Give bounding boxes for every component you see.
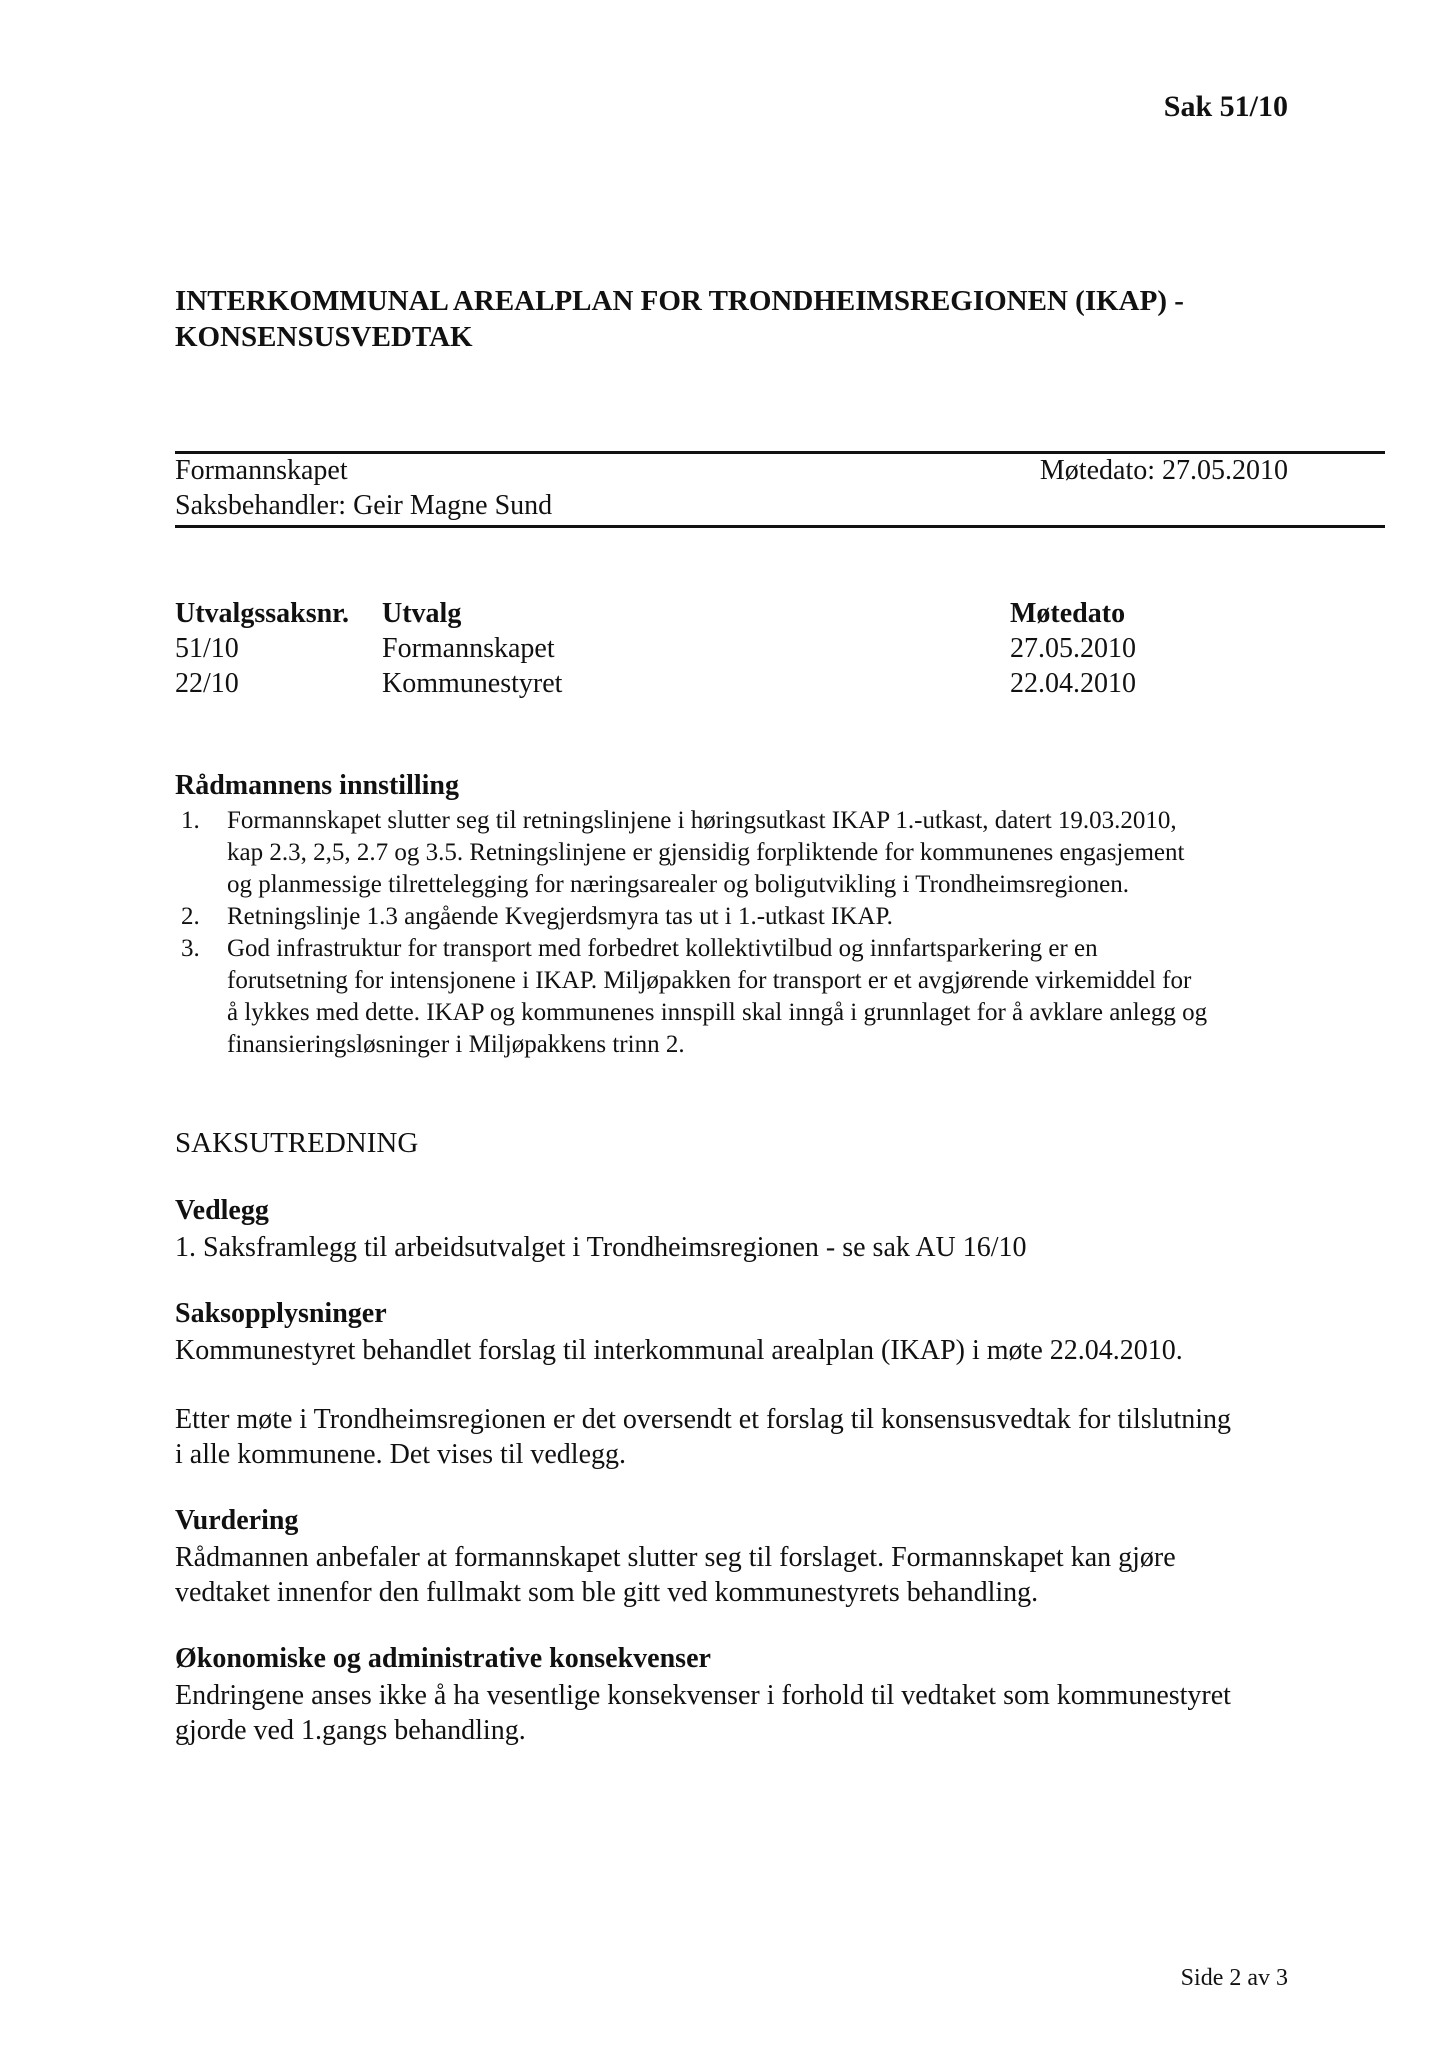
paragraph-line: Rådmannen anbefaler at formannskapet slutter seg til forslaget. Formannskapet kan gjøre (175, 1542, 1176, 1573)
paragraph-line: Etter møte i Trondheimsregionen er det oversendt et forslag til konsensusvedtak for tilslutning (175, 1404, 1232, 1435)
list-item (175, 901, 1295, 933)
divider-top (175, 451, 1385, 454)
section-heading-saksutredning: SAKSUTREDNING (175, 1127, 419, 1159)
list-line: og planmessige tilrettelegging for næringsarealer og boligutvikling i Trondheimsregionen. (227, 871, 1129, 898)
table-cell: 22/10 (175, 668, 239, 699)
section-heading-recommendation: Rådmannens innstilling (175, 770, 459, 801)
document-title (175, 283, 1295, 355)
table-header-row (175, 598, 1275, 633)
section-heading-saksopplysninger: Saksopplysninger (175, 1298, 387, 1329)
list-line: God infrastruktur for transport med forbedret kollektivtilbud og innfartsparkering er en (227, 935, 1098, 962)
paragraph-line: vedtaket innenfor den fullmakt som ble gitt ved kommunestyrets behandling. (175, 1577, 1039, 1608)
table-cell: Formannskapet (382, 633, 555, 664)
title-line: KONSENSUSVEDTAK (175, 321, 473, 353)
paragraph-line: Endringene anses ikke å ha vesentlige konsekvenser i forhold til vedtaket som kommunestyret (175, 1680, 1231, 1711)
section-heading-konsekvenser: Økonomiske og administrative konsekvenser (175, 1643, 711, 1674)
table-header-cell: Utvalgssaksnr. (175, 598, 350, 629)
table-cell: 51/10 (175, 633, 239, 664)
saksopplysninger-paragraph: Kommunestyret behandlet forslag til interkommunal arealplan (IKAP) i møte 22.04.2010. (175, 1335, 1183, 1366)
list-line: å lykkes med dette. IKAP og kommunenes innspill skal inngå i grunnlaget for å avklare anlegg og (227, 999, 1208, 1026)
list-number: 3. (181, 935, 200, 962)
list-line: Retningslinje 1.3 angående Kvegjerdsmyra tas ut i 1.-utkast IKAP. (227, 903, 893, 930)
paragraph-line: gjorde ved 1.gangs behandling. (175, 1715, 526, 1746)
paragraph-line: i alle kommunene. Det vises til vedlegg. (175, 1439, 627, 1470)
table-cell: 27.05.2010 (1010, 633, 1136, 664)
list-number: 2. (181, 903, 200, 930)
saksopplysninger-paragraph-2 (175, 1402, 1305, 1472)
table-header-cell: Møtedato (1010, 598, 1126, 629)
meta-body: Formannskapet (175, 455, 348, 486)
list-line: finansieringsløsninger i Miljøpakkens trinn 2. (227, 1031, 685, 1058)
case-reference: Sak 51/10 (1163, 90, 1288, 123)
vedlegg-item: 1. Saksframlegg til arbeidsutvalget i Trondheimsregionen - se sak AU 16/10 (175, 1232, 1027, 1263)
vurdering-paragraph (175, 1540, 1305, 1610)
meta-handler: Saksbehandler: Geir Magne Sund (175, 490, 553, 521)
table-cell: Kommunestyret (382, 668, 563, 699)
section-heading-vurdering: Vurdering (175, 1505, 299, 1536)
meta-meeting-date: Møtedato: 27.05.2010 (1039, 455, 1288, 486)
page-number: Side 2 av 3 (1180, 1965, 1288, 1991)
divider-bottom (175, 525, 1385, 528)
case-table (175, 598, 1275, 703)
table-header-cell: Utvalg (382, 598, 462, 629)
recommendation-list (175, 805, 1295, 1061)
table-row (175, 633, 1275, 668)
title-line: INTERKOMMUNAL AREALPLAN FOR TRONDHEIMSREGIONEN (IKAP) - (175, 285, 1184, 317)
list-line: forutsetning for intensjonene i IKAP. Miljøpakken for transport er et avgjørende virkemiddel for (227, 967, 1192, 994)
section-heading-vedlegg: Vedlegg (175, 1195, 269, 1226)
table-row (175, 668, 1275, 703)
list-item (175, 805, 1295, 901)
list-item (175, 933, 1295, 1061)
list-line: kap 2.3, 2,5, 2.7 og 3.5. Retningslinjene er gjensidig forpliktende for kommunenes engasjement (227, 839, 1185, 866)
list-line: Formannskapet slutter seg til retningslinjene i høringsutkast IKAP 1.-utkast, datert 19.03.2010, (227, 807, 1177, 834)
list-number: 1. (181, 807, 200, 834)
table-cell: 22.04.2010 (1010, 668, 1136, 699)
konsekvenser-paragraph (175, 1678, 1305, 1748)
